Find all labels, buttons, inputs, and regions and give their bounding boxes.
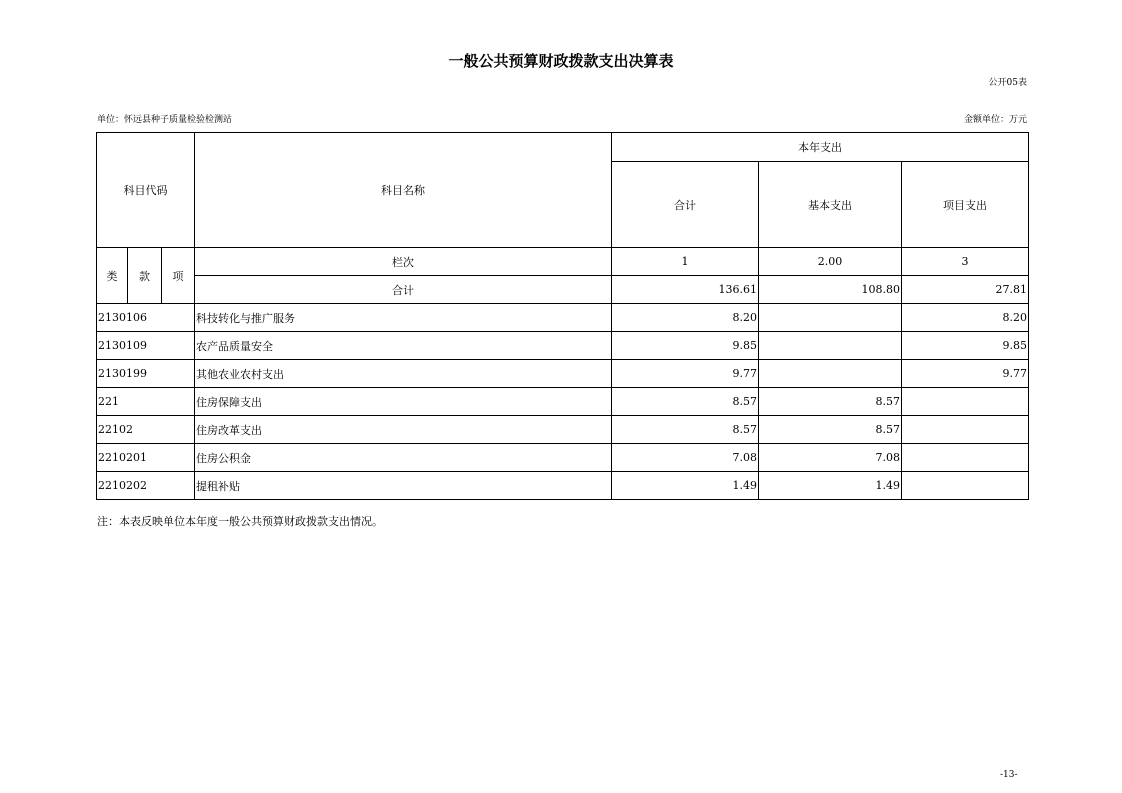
amount-unit-label: 金额单位：万元	[963, 115, 1027, 125]
row-total: 9.85	[612, 332, 759, 360]
row-basic: 8.57	[759, 388, 902, 416]
row-total: 7.08	[612, 444, 759, 472]
table-row	[97, 360, 1029, 388]
row-basic	[759, 360, 902, 388]
row-code: 2130199	[97, 360, 195, 388]
row-project	[902, 416, 1029, 444]
total-row	[97, 276, 1029, 304]
header-subject-code: 科目代码	[97, 133, 195, 248]
header-kuan: 款	[128, 248, 162, 304]
row-name: 住房公积金	[195, 444, 612, 472]
row-name: 住房改革支出	[195, 416, 612, 444]
table-row	[97, 472, 1029, 500]
table-row	[97, 332, 1029, 360]
column-number-3: 3	[902, 248, 1029, 276]
row-project: 9.85	[902, 332, 1029, 360]
column-order-label: 栏次	[195, 248, 612, 276]
header-lei: 类	[97, 248, 128, 304]
total-row-project: 27.81	[902, 276, 1029, 304]
column-number-2: 2.00	[759, 248, 902, 276]
header-current-year-expense: 本年支出	[612, 133, 1029, 162]
row-basic	[759, 304, 902, 332]
row-total: 8.57	[612, 416, 759, 444]
row-name: 提租补贴	[195, 472, 612, 500]
row-project	[902, 444, 1029, 472]
row-code: 2130109	[97, 332, 195, 360]
row-code: 221	[97, 388, 195, 416]
table-note: 注：本表反映单位本年度一般公共预算财政拨款支出情况。	[97, 515, 383, 528]
unit-label: 单位：怀远县种子质量检验检测站	[97, 115, 233, 125]
row-total: 8.57	[612, 388, 759, 416]
row-name: 其他农业农村支出	[195, 360, 612, 388]
header-xiang: 项	[162, 248, 195, 304]
table-row	[97, 416, 1029, 444]
row-basic: 7.08	[759, 444, 902, 472]
form-code: 公开05表	[988, 78, 1027, 88]
table-row	[97, 388, 1029, 416]
row-basic	[759, 332, 902, 360]
page-number: -13-	[1000, 770, 1018, 780]
row-total: 9.77	[612, 360, 759, 388]
row-project	[902, 472, 1029, 500]
row-code: 2210201	[97, 444, 195, 472]
header-total: 合计	[612, 162, 759, 248]
row-name: 住房保障支出	[195, 388, 612, 416]
table-row	[97, 444, 1029, 472]
header-basic-expense: 基本支出	[759, 162, 902, 248]
row-code: 2130106	[97, 304, 195, 332]
total-row-total: 136.61	[612, 276, 759, 304]
row-project	[902, 388, 1029, 416]
expense-table	[96, 132, 1029, 500]
column-number-1: 1	[612, 248, 759, 276]
page-title: 一般公共预算财政拨款支出决算表	[448, 52, 674, 70]
row-total: 1.49	[612, 472, 759, 500]
row-code: 22102	[97, 416, 195, 444]
table-row	[97, 304, 1029, 332]
row-total: 8.20	[612, 304, 759, 332]
row-code: 2210202	[97, 472, 195, 500]
row-name: 科技转化与推广服务	[195, 304, 612, 332]
row-basic: 1.49	[759, 472, 902, 500]
row-project: 9.77	[902, 360, 1029, 388]
row-basic: 8.57	[759, 416, 902, 444]
total-row-basic: 108.80	[759, 276, 902, 304]
header-project-expense: 项目支出	[902, 162, 1029, 248]
header-subject-name: 科目名称	[195, 133, 612, 248]
row-name: 农产品质量安全	[195, 332, 612, 360]
total-row-label: 合计	[195, 276, 612, 304]
row-project: 8.20	[902, 304, 1029, 332]
